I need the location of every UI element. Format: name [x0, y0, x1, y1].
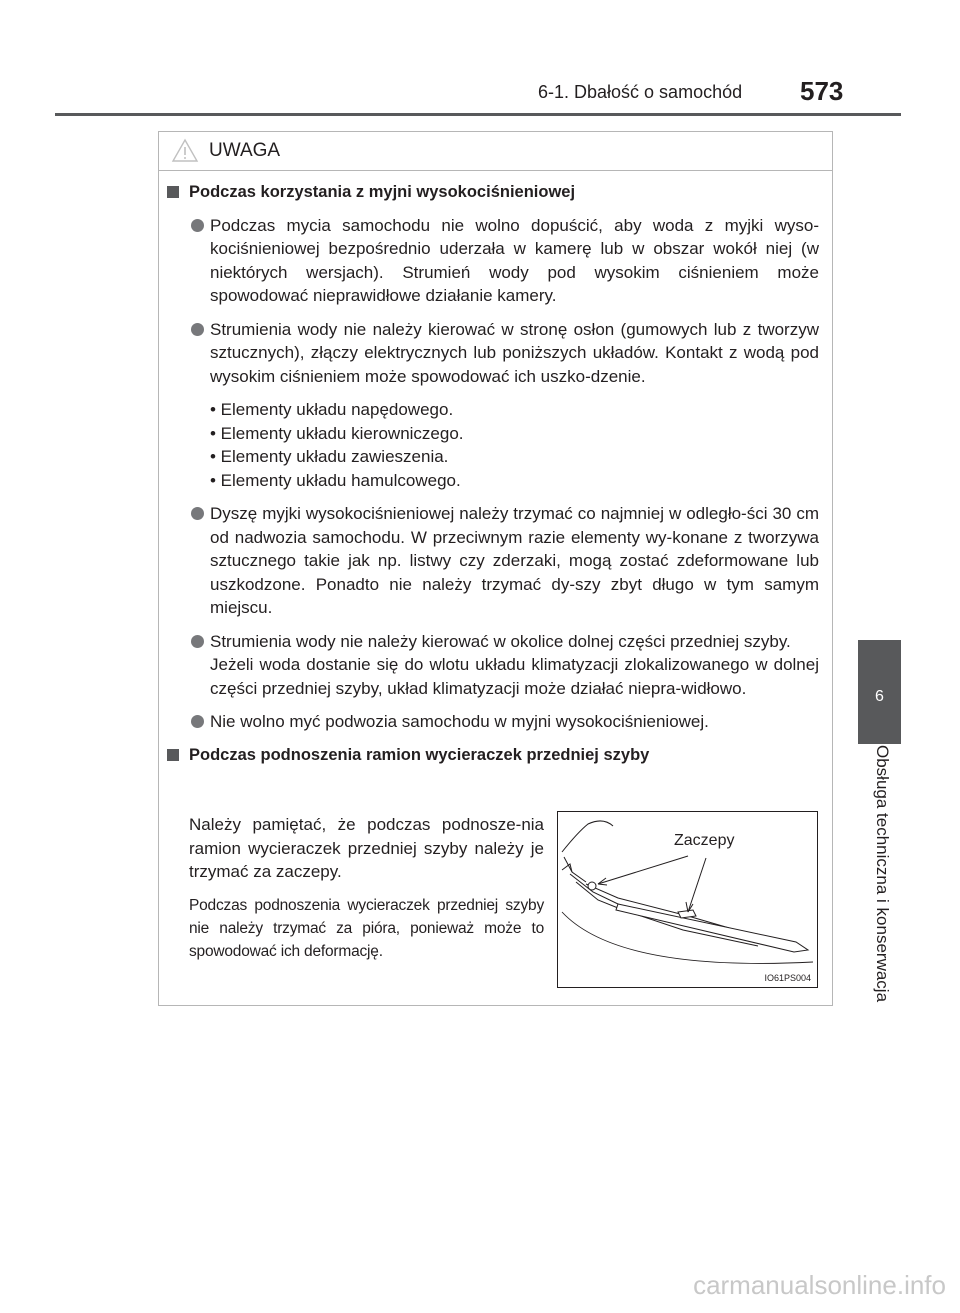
round-bullet-icon: [191, 635, 204, 648]
section-heading: Podczas korzystania z myjni wysokociśnieniowej: [167, 181, 819, 205]
wiper-illustration: [557, 811, 818, 988]
sub-list-item: • Elementy układu kierowniczego.: [210, 423, 464, 443]
square-bullet-icon: [167, 749, 179, 761]
warning-content: [167, 181, 819, 776]
figure-label: Zaczepy: [674, 832, 735, 849]
watermark: carmanualsonline.info: [693, 1270, 946, 1300]
round-bullet-icon: [191, 715, 204, 728]
list-item: Podczas mycia samochodu nie wolno dopuścić, aby woda z myjki wyso-kociśnieniowej bezpośrednio uderzała w kamerę lub w obszar wokół niej (w niektórych wersjach). Strumień wody pod wysokim ciśnieniem może spowodować nieprawidłowe działanie kamery.: [167, 214, 819, 308]
warning-header: [159, 132, 832, 171]
list-item: Nie wolno myć podwozia samochodu w myjni wysokociśnieniowej.: [167, 710, 819, 734]
sub-list: [167, 398, 819, 492]
paragraph: Podczas podnoszenia wycieraczek przedniej szyby nie należy trzymać za pióra, ponieważ może to spowodować ich deformację.: [189, 896, 544, 960]
sub-list-item: • Elementy układu zawieszenia.: [210, 447, 449, 466]
chapter-label: Obsługa techniczna i konserwacja: [873, 745, 892, 1003]
warning-triangle-icon: [171, 138, 199, 163]
list-item: Strumienia wody nie należy kierować w okolice dolnej części przedniej szyby. Jeżeli woda dostanie się do wlotu układu klimatyzacji zlokalizowanego w dolnej części przedniej szyby, układ klimatyzacji może działać niepra-widłowo.: [167, 630, 819, 701]
list-item: Dyszę myjki wysokociśnieniowej należy trzymać co najmniej w odległo-ści 30 cm od nadwozia samochodu. W przeciwnym razie elementy wy-konane z tworzywa sztucznego takie jak np. listwy czy zderzaki, mogą zostać zdeformowane lub uszkodzone. Ponadto nie należy trzymać dy-szy zbyt długo w tym samym miejscu.: [167, 502, 819, 620]
warning-box: [158, 131, 833, 1006]
figure-code: IO61PS004: [764, 973, 811, 983]
section-title: 6-1. Dbałość o samochód: [538, 82, 743, 102]
round-bullet-icon: [191, 219, 204, 232]
wiper-instructions: [189, 813, 544, 963]
round-bullet-icon: [191, 323, 204, 336]
paragraph: Należy pamiętać, że podczas podnosze-nia ramion wycieraczek przedniej szyby należy je trzymać za zaczepy.: [189, 815, 544, 881]
round-bullet-icon: [191, 507, 204, 520]
chapter-tab[interactable]: [858, 640, 901, 744]
warning-title: UWAGA: [209, 140, 281, 161]
page-number: 573: [800, 76, 844, 106]
header-divider: [55, 113, 901, 116]
section-heading: Podczas podnoszenia ramion wycieraczek przedniej szyby: [167, 744, 819, 768]
sub-list-item: • Elementy układu napędowego.: [210, 400, 454, 419]
list-item: Strumienia wody nie należy kierować w stronę osłon (gumowych lub z tworzyw sztucznych), złączy elektrycznych lub poniższych układów. Kontakt z wodą pod wysokim ciśnieniem może spowodować ich uszko-dzenie.: [167, 318, 819, 389]
square-bullet-icon: [167, 186, 179, 198]
sub-list-item: • Elementy układu hamulcowego.: [210, 470, 461, 490]
chapter-number: 6: [875, 688, 884, 705]
list-item-continuation: Jeżeli woda dostanie się do wlotu układu klimatyzacji zlokalizowanego w dolnej części przedniej szyby, układ klimatyzacji może działać niepra-widłowo.: [210, 655, 819, 698]
